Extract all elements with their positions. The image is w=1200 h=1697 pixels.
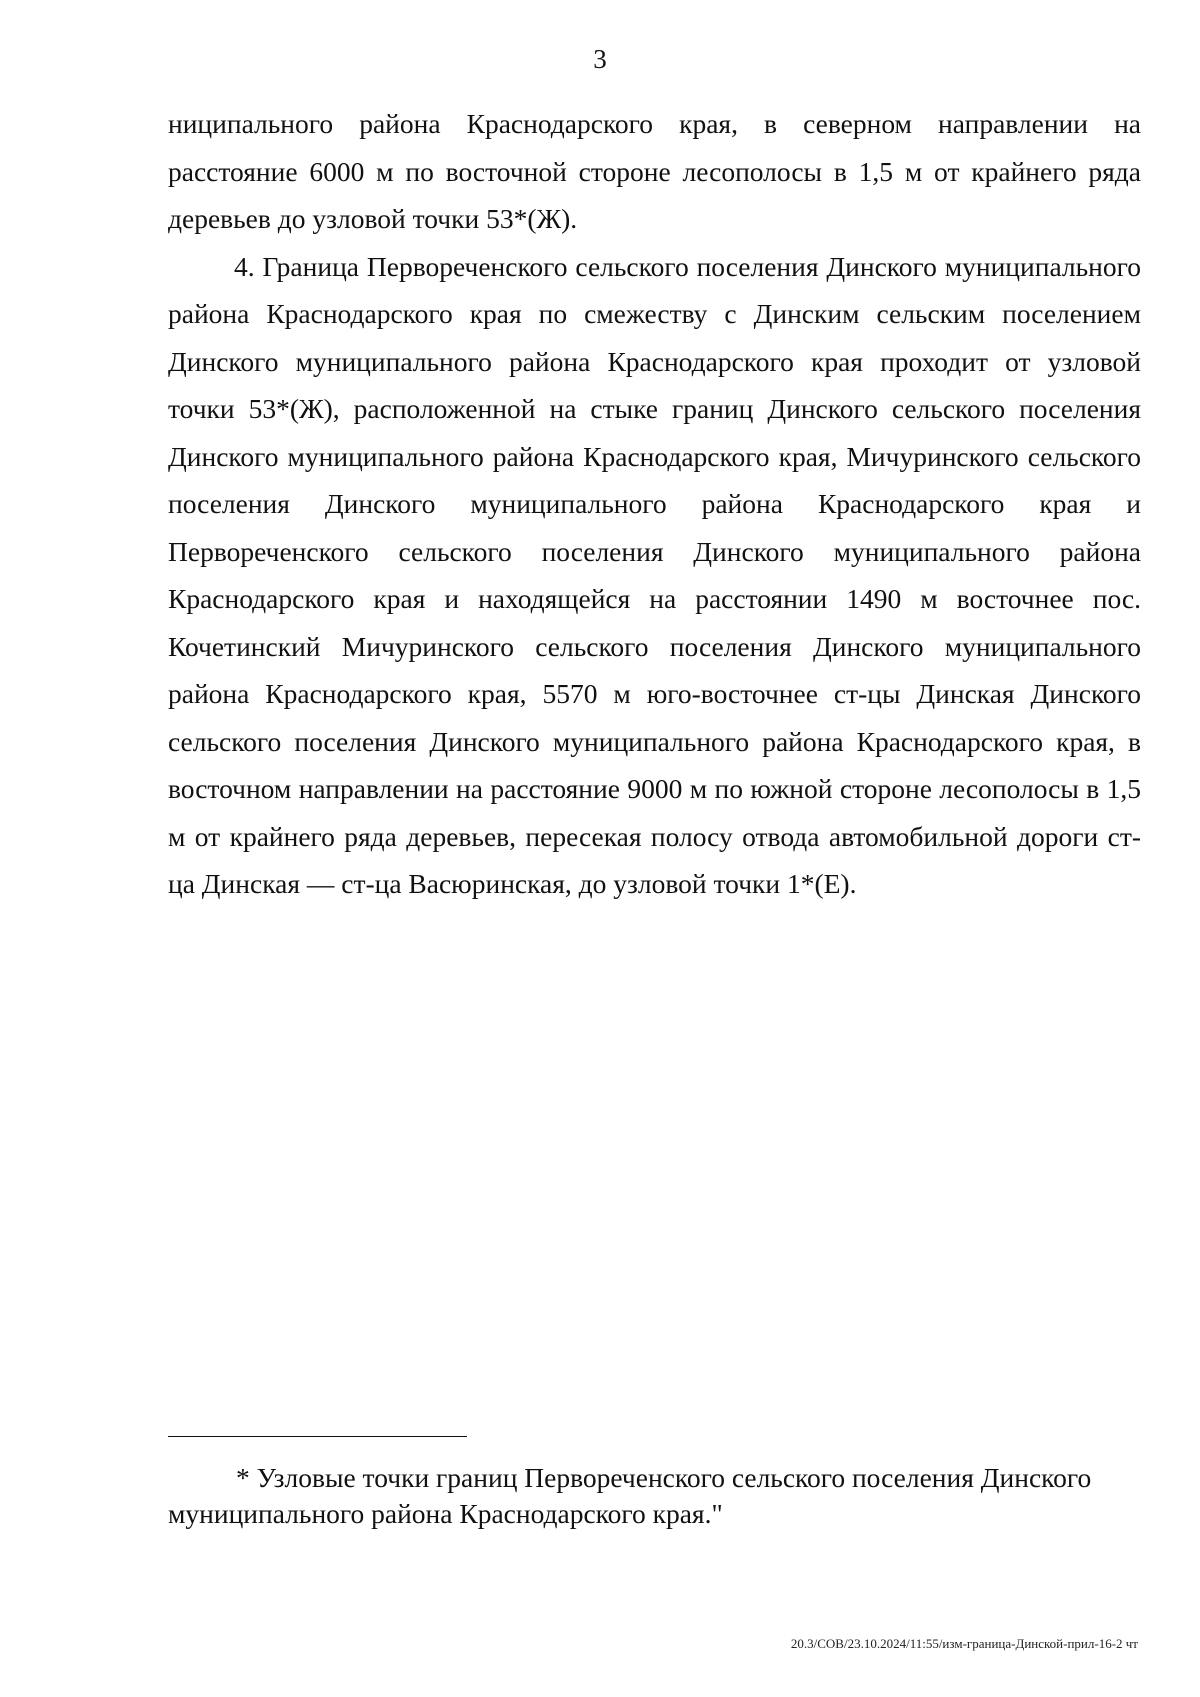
document-code: 20.3/СОВ/23.10.2024/11:55/изм-граница-Динской-прил-16-2 чт	[790, 1636, 1138, 1651]
paragraph-continuation: ниципального района Краснодарского края, в северном направлении на расстояние 6000 м по восточной стороне лесополосы в 1,5 м от крайнего ряда деревьев до узловой точки 53*(Ж).	[168, 108, 1141, 234]
page-number: 3	[593, 44, 607, 74]
paragraph-item-4: 4. Граница Первореченского сельского поселения Динского муниципального района Краснодарского края по смежеству с Динским сельским поселением Динского муниципального района Краснодарского края проходит от узловой точки 53*(Ж), расположенной на стыке границ Динского сельского поселения Динского муниципального района Краснодарского края, Мичуринского сельского поселения Динского муниципального района Краснодарского края и Первореченского сельского поселения Динского муниципального района Краснодарского края и находящейся на расстоянии 1490 м восточнее пос. Кочетинский Мичуринского сельского поселения Динского муниципального района Краснодарского края, 5570 м юго-восточнее ст-цы Динская Динского сельского поселения Динского муниципального района Краснодарского края, в восточном направлении на расстояние 9000 м по южной стороне лесополосы в 1,5 м от крайнего ряда деревьев, пересекая полосу отвода автомобильной дороги ст-ца Динская — ст-ца Васюринская, до узловой точки 1*(Е).	[168, 250, 1141, 899]
footnote: * Узловые точки границ Первореченского сельского поселения Динского муниципального района Краснодарского края."	[168, 1462, 1092, 1529]
footnote-separator	[168, 1436, 467, 1437]
document-body	[168, 100, 1141, 908]
